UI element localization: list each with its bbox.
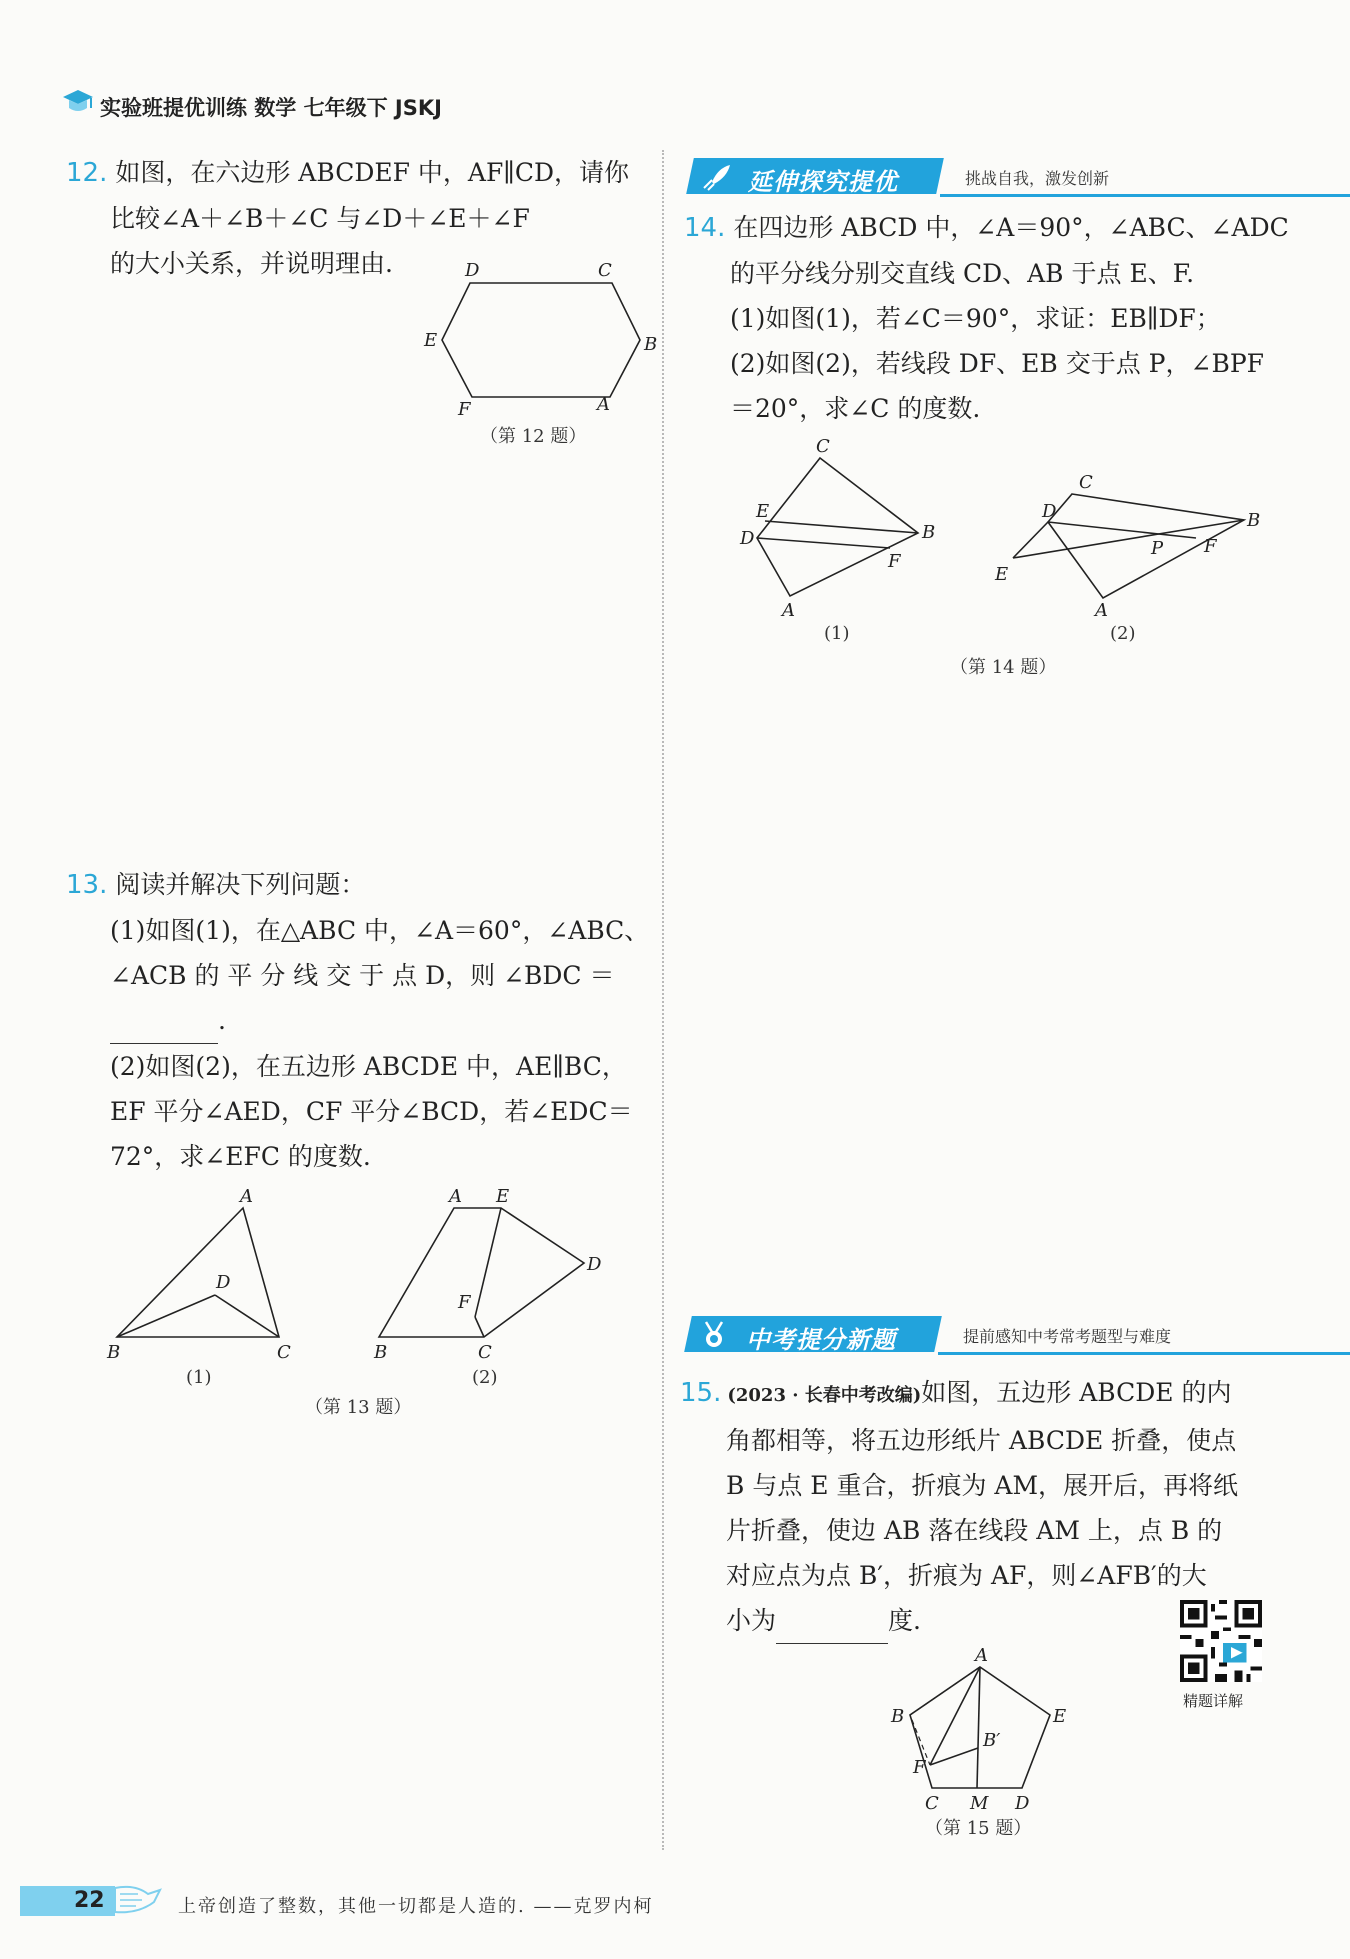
q15-line-6: 小为 [726,1606,777,1635]
q14-line-3: (1)如图(1)，若∠C＝90°，求证：EB∥DF； [730,304,1221,333]
q12-line-2: 比较∠A＋∠B＋∠C 与∠D＋∠E＋∠F [110,204,530,233]
q14-line-4: (2)如图(2)，若线段 DF、EB 交于点 P，∠BPF [730,349,1264,378]
label-E: E [496,1186,510,1207]
label-M: M [970,1793,989,1814]
label-E: E [424,330,438,351]
label-F: F [458,1292,471,1313]
qr-code-icon[interactable] [1180,1600,1262,1682]
q14-line-1: 在四边形 ABCD 中，∠A＝90°，∠ABC、∠ADC [733,213,1289,242]
label-C: C [478,1342,492,1363]
section-title: 延伸探究提优 [748,168,898,196]
page-header-title: 实验班提优训练 数学 七年级下 JSKJ [100,96,442,120]
section-banner-extension [690,158,1350,198]
page-number: 22 [74,1888,105,1913]
label-F: F [1204,536,1217,557]
label-C: C [925,1793,939,1814]
q15-line-1: 如图，五边形 ABCDE 的内 [921,1378,1232,1407]
label-F: F [913,1757,926,1778]
question-15 [680,1370,1238,1644]
q15-line-2: 角都相等，将五边形纸片 ABCDE 折叠，使点 [726,1426,1237,1455]
q13-fig1-caption: (1) [186,1367,212,1388]
label-D: D [1042,501,1057,522]
q13-line-1: 阅读并解决下列问题： [115,870,366,899]
label-B: B [374,1342,388,1363]
label-B: B [107,1342,121,1363]
quadrilateral-figure-2 [985,470,1265,620]
label-A: A [449,1186,462,1207]
hexagon-figure [410,255,660,430]
question-14 [684,205,1289,431]
q15-source: (2023 · 长春中考改编) [727,1385,922,1406]
label-B: B [891,1706,905,1727]
question-13 [66,862,649,1179]
label-D: D [465,260,480,281]
pentagon-fold-figure [885,1645,1095,1820]
label-D: D [740,528,755,549]
label-C: C [1079,472,1093,493]
answer-blank[interactable] [776,1598,888,1644]
question-number: 13. [66,870,108,900]
q13-line-5: (2)如图(2)，在五边形 ABCDE 中，AE∥BC， [110,1052,627,1081]
q13-caption: （第 13 题） [305,1397,412,1418]
label-B-prime: B′ [983,1730,1001,1751]
q12-caption: （第 12 题） [480,426,587,447]
q14-fig1-caption: (1) [824,623,850,644]
label-B: B [1247,510,1261,531]
label-A: A [975,1645,988,1666]
footer-quote: 上帝创造了整数，其他一切都是人造的. ——克罗内柯 [178,1896,654,1917]
label-A: A [597,394,610,415]
q14-line-5: ＝20°，求∠C 的度数. [730,394,981,423]
question-number: 14. [684,213,726,243]
answer-blank[interactable] [110,998,218,1044]
q13-line-7: 72°，求∠EFC 的度数. [110,1142,371,1171]
pentagon-figure-2 [365,1185,615,1365]
label-C: C [277,1342,291,1363]
q12-line-3: 的大小关系，并说明理由. [110,249,393,278]
graduation-cap-icon [62,86,94,118]
label-E: E [995,564,1009,585]
label-E: E [1053,1706,1067,1727]
q14-caption: （第 14 题） [950,657,1057,678]
label-D: D [1015,1793,1030,1814]
qr-caption: 精题详解 [1183,1692,1244,1710]
rocket-icon [698,162,734,192]
section-banner-exam [688,1316,1350,1356]
label-P: P [1151,538,1164,559]
quadrilateral-figure-1 [730,438,940,618]
column-divider [662,150,664,1850]
q14-fig2-caption: (2) [1110,623,1136,644]
label-A: A [782,600,795,618]
label-C: C [816,438,830,457]
q15-caption: （第 15 题） [925,1818,1032,1839]
q15-line-4: 片折叠，使边 AB 落在线段 AM 上，点 B 的 [726,1516,1223,1545]
triangle-figure-1 [105,1185,305,1365]
label-B: B [922,522,936,543]
label-A: A [1095,600,1108,620]
q15-line-7: 度. [888,1606,921,1635]
q15-line-3: B 与点 E 重合，折痕为 AM，展开后，再将纸 [726,1471,1239,1500]
section-subtitle: 挑战自我，激发创新 [965,169,1110,188]
section-subtitle: 提前感知中考常考题型与难度 [963,1327,1172,1346]
q13-fig2-caption: (2) [472,1367,498,1388]
q15-line-5: 对应点为点 B′，折痕为 AF，则∠AFB′的大 [726,1561,1207,1590]
section-title: 中考提分新题 [746,1326,896,1354]
label-E: E [756,501,770,522]
question-number: 15. [680,1378,722,1408]
q12-line-1: 如图，在六边形 ABCDEF 中，AF∥CD，请你 [115,158,630,187]
q13-line-3: ∠ACB 的 平 分 线 交 于 点 D，则 ∠BDC ＝ [110,961,615,990]
q13-line-6: EF 平分∠AED，CF 平分∠BCD，若∠EDC＝ [110,1097,633,1126]
label-D: D [216,1272,231,1293]
label-F: F [888,551,901,572]
label-C: C [598,260,612,281]
q13-line-2: (1)如图(1)，在△ABC 中，∠A＝60°，∠ABC、 [110,916,650,945]
label-B: B [644,334,658,355]
q13-line-4: . [218,1006,226,1035]
label-A: A [240,1186,253,1207]
medal-icon [696,1320,732,1350]
q14-line-2: 的平分线分别交直线 CD、AB 于点 E、F. [730,259,1195,288]
label-D: D [587,1254,602,1275]
question-number: 12. [66,158,108,188]
label-F: F [458,399,471,420]
